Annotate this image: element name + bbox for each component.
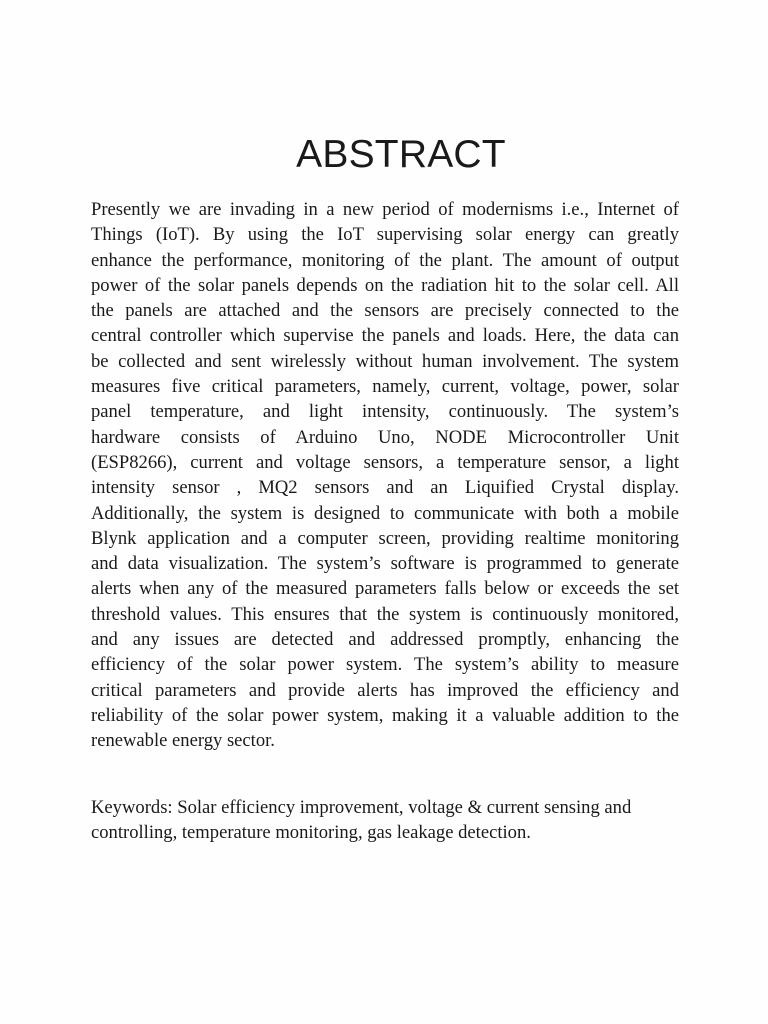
abstract-line: and any issues are detected and addressed promptly, enhancing the bbox=[91, 629, 679, 651]
abstract-paragraph bbox=[91, 197, 679, 754]
abstract-line: Blynk application and a computer screen, providing realtime monitoring bbox=[91, 527, 679, 549]
abstract-line: critical parameters and provide alerts has improved the efficiency and bbox=[91, 679, 679, 701]
keywords-paragraph bbox=[91, 795, 691, 846]
abstract-line: threshold values. This ensures that the system is continuously monitored, bbox=[91, 603, 679, 625]
page-title: ABSTRACT bbox=[296, 133, 506, 176]
abstract-line: reliability of the solar power system, making it a valuable addition to the bbox=[91, 704, 679, 726]
abstract-line: central controller which supervise the panels and loads. Here, the data can bbox=[91, 325, 679, 347]
abstract-line: Additionally, the system is designed to communicate with both a mobile bbox=[91, 502, 679, 524]
abstract-line: and data visualization. The system’s software is programmed to generate bbox=[91, 553, 679, 575]
abstract-line: intensity sensor , MQ2 sensors and an Liquified Crystal display. bbox=[91, 477, 679, 499]
abstract-line: renewable energy sector. bbox=[91, 730, 275, 752]
abstract-line: enhance the performance, monitoring of the plant. The amount of output bbox=[91, 249, 679, 271]
abstract-line: (ESP8266), current and voltage sensors, a temperature sensor, a light bbox=[91, 451, 679, 473]
abstract-line: alerts when any of the measured parameters falls below or exceeds the set bbox=[91, 578, 679, 600]
keywords-line: controlling, temperature monitoring, gas leakage detection. bbox=[91, 822, 531, 844]
abstract-line: hardware consists of Arduino Uno, NODE Microcontroller Unit bbox=[91, 426, 679, 448]
abstract-line: the panels are attached and the sensors are precisely connected to the bbox=[91, 300, 679, 322]
abstract-line: measures five critical parameters, namely, current, voltage, power, solar bbox=[91, 376, 679, 398]
abstract-line: efficiency of the solar power system. The system’s ability to measure bbox=[91, 654, 679, 676]
abstract-line: Things (IoT). By using the IoT supervising solar energy can greatly bbox=[91, 224, 679, 246]
abstract-line: Presently we are invading in a new period of modernisms i.e., Internet of bbox=[91, 199, 679, 220]
keywords-line: Keywords: Solar efficiency improvement, voltage & current sensing and bbox=[91, 797, 632, 818]
abstract-line: power of the solar panels depends on the radiation hit to the solar cell. All bbox=[91, 274, 679, 296]
abstract-line: be collected and sent wirelessly without human involvement. The system bbox=[91, 350, 679, 372]
abstract-line: panel temperature, and light intensity, continuously. The system’s bbox=[91, 401, 679, 423]
